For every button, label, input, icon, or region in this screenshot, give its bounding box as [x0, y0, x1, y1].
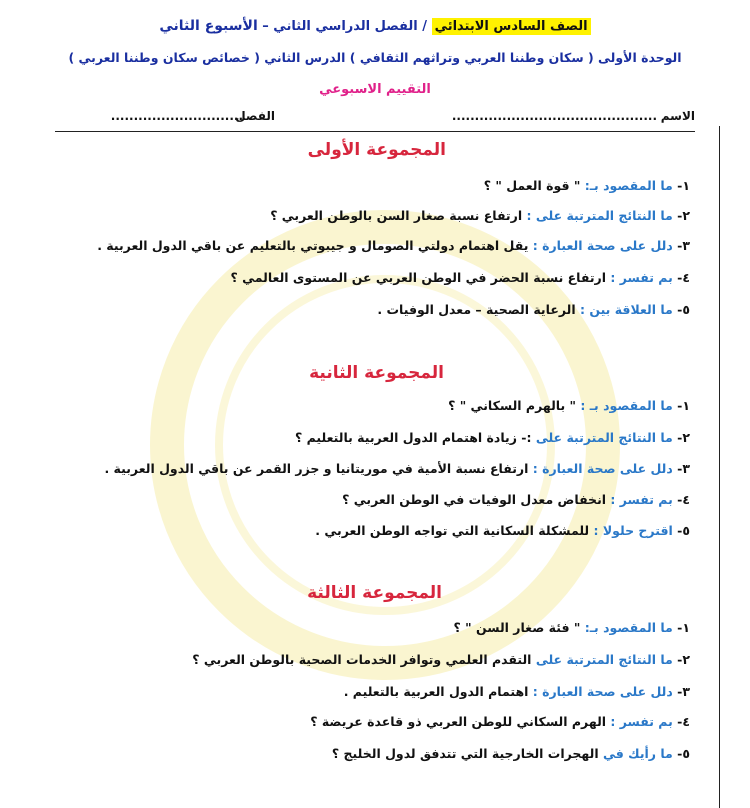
- page-margin-line: [719, 126, 720, 808]
- week-label: الأسبوع الثاني: [159, 18, 258, 34]
- header-grade-line: [0, 18, 750, 34]
- unit-lesson-line: الوحدة الأولى ( سكان وطننا العربي وتراثهم الثقافي ) الدرس الثاني ( خصائص سكان وطننا العربي ): [68, 50, 682, 65]
- assessment-title: التقييم الاسبوعي: [319, 82, 431, 97]
- question-item: ٤- بم تفسر : ارتفاع نسبة الحضر في الوطن العربي عن المستوى العالمي ؟: [230, 270, 690, 285]
- group-title: المجموعة الثالثة: [307, 583, 442, 603]
- class-label: الفصل: [235, 109, 275, 123]
- question-item: ٣- دلل على صحة العبارة : يقل اهتمام دولتي الصومال و جيبوتي بالتعليم عن باقي الدول العربية .: [97, 238, 690, 253]
- group-title: المجموعة الأولى: [307, 140, 446, 160]
- question-item: ٣- دلل على صحة العبارة : اهتمام الدول العربية بالتعليم .: [343, 684, 690, 699]
- header-slash: /: [422, 19, 428, 34]
- question-item: ٢- ما النتائج المترتبة على :- زيادة اهتمام الدول العربية بالتعليم ؟: [294, 430, 690, 445]
- name-dots: .............................................: [451, 109, 657, 123]
- student-info-row: [55, 109, 695, 132]
- question-item: ١- ما المقصود بـ: " فئة صغار السن " ؟: [453, 620, 690, 635]
- ministry-seal-inner-ring: [215, 275, 555, 615]
- group-title: المجموعة الثانية: [309, 363, 444, 383]
- question-item: ١- ما المقصود بـ : " بالهرم السكاني " ؟: [448, 398, 690, 413]
- question-item: ٢- ما النتائج المترتبة على : ارتفاع نسبة صغار السن بالوطن العربي ؟: [270, 208, 690, 223]
- grade-label: الصف السادس الابتدائي: [432, 18, 591, 35]
- class-dots: .............................: [110, 109, 243, 123]
- term-label: الفصل الدراسي الثاني –: [262, 19, 418, 34]
- question-item: ٥- اقترح حلولا : للمشكلة السكانية التي تواجه الوطن العربي .: [315, 523, 690, 538]
- name-label: الاسم: [660, 109, 695, 123]
- question-item: ٣- دلل على صحة العبارة : ارتفاع نسبة الأمية في موريتانيا و جزر القمر عن باقي الدول العربية .: [104, 461, 690, 476]
- question-item: ٢- ما النتائج المترتبة على التقدم العلمي وتوافر الخدمات الصحية بالوطن العربي ؟: [192, 652, 690, 667]
- question-item: ٤- بم تفسر : الهرم السكاني للوطن العربي ذو قاعدة عريضة ؟: [310, 714, 690, 729]
- question-item: ٥- ما العلاقة بين : الرعاية الصحية – معدل الوفيات .: [377, 302, 690, 317]
- question-item: ٥- ما رأيك في الهجرات الخارجية التي تتدفق لدول الخليج ؟: [331, 746, 690, 761]
- question-item: ١- ما المقصود بـ: " قوة العمل " ؟: [483, 178, 690, 193]
- question-item: ٤- بم تفسر : انخفاض معدل الوفيات في الوطن العربي ؟: [342, 492, 690, 507]
